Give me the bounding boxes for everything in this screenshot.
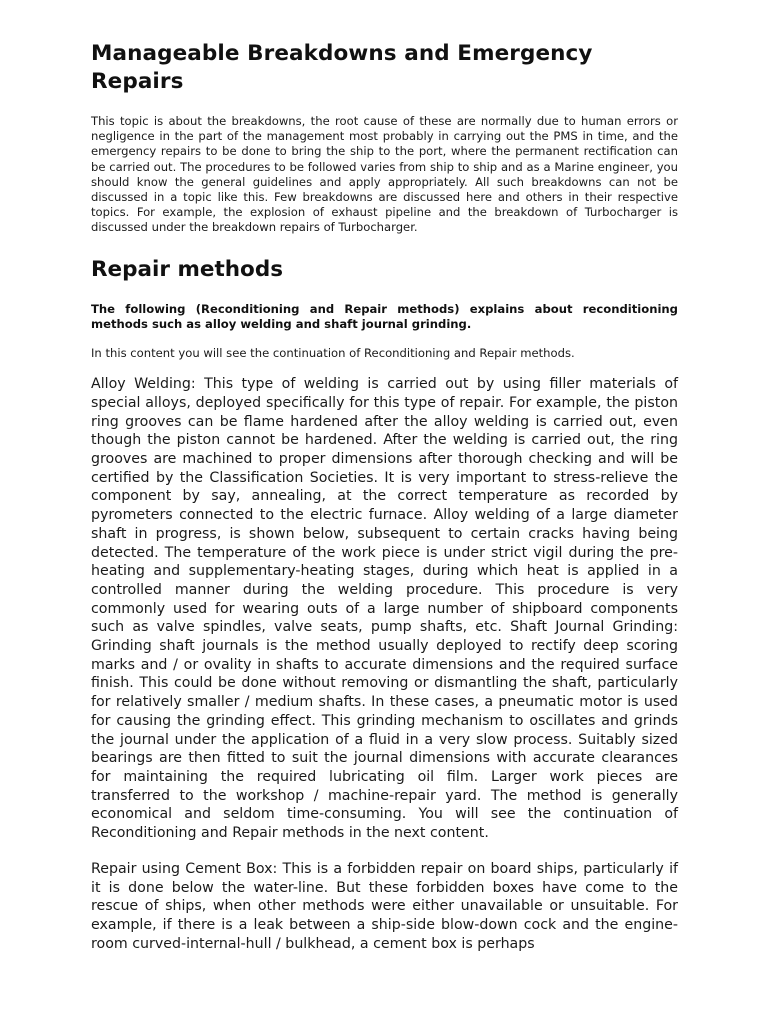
page-title: Manageable Breakdowns and Emergency Repairs [91, 41, 593, 94]
continuation-note: In this content you will see the continuation of Reconditioning and Repair methods. [91, 346, 575, 361]
intro-paragraph: This topic is about the breakdowns, the root cause of these are normally due to human errors or negligence in the part of the management most probably in carrying out the PMS in time, and the emergency repairs to be done to bring the ship to the port, where the permanent rectification can be carried out. The procedures to be followed varies from ship to ship and as a Marine engineer, you should know the general guidelines and apply appropriately. All such breakdowns can not be discussed in a topic like this. Few breakdowns are discussed here and others in their respective topics. For example, the explosion of exhaust pipeline and the breakdown of Turbocharger is discussed under the breakdown repairs of Turbocharger. [91, 114, 678, 235]
lead-bold-paragraph: The following (Reconditioning and Repair methods) explains about reconditioning methods such as alloy welding and shaft journal grinding. [91, 301, 678, 331]
alloy-welding-paragraph: Alloy Welding: This type of welding is carried out by using filler materials of special alloys, deployed specifically for this type of repair. For example, the piston ring grooves can be flame hardened after the alloy welding is carried out, even though the piston cannot be hardened. After the welding is carried out, the ring grooves are machined to proper dimensions after thorough checking and will be certified by the Classification Societies. It is very important to stress-relieve the component by say, annealing, at the correct temperature as recorded by pyrometers connected to the electric furnace. Alloy welding of a large diameter shaft in progress, is shown below, subsequent to certain cracks having being detected. The temperature of the work piece is under strict vigil during the pre-heating and supplementary-heating stages, during which heat is applied in a controlled manner during the welding procedure. This procedure is very commonly used for wearing outs of a large number of shipboard components such as valve spindles, valve seats, pump shafts, etc. Shaft Journal Grinding: Grinding shaft journals is the method usually deployed to rectify deep scoring marks and / or ovality in shafts to accurate dimensions and the required surface finish. This could be done without removing or dismantling the shaft, particularly for relatively smaller / medium shafts. In these cases, a pneumatic motor is used for causing the grinding effect. This grinding mechanism to oscillates and grinds the journal under the application of a fluid in a very slow process. Suitably sized bearings are then fitted to suit the journal dimensions with accurate clearances for maintaining the required lubricating oil film. Larger work pieces are transferred to the workshop / machine-repair yard. The method is generally economical and seldom time-consuming. You will see the continuation of Reconditioning and Repair methods in the next content. [91, 376, 678, 842]
section-heading-repair-methods: Repair methods [91, 256, 284, 282]
document-page [91, 40, 678, 953]
cement-box-paragraph: Repair using Cement Box: This is a forbidden repair on board ships, particularly if it is done below the water-line. But these forbidden boxes have come to the rescue of ships, when other methods were either unavailable or unsuitable. For example, if there is a leak between a ship-side blow-down cock and the engine-room curved-internal-hull / bulkhead, a cement box is perhaps [91, 860, 678, 952]
